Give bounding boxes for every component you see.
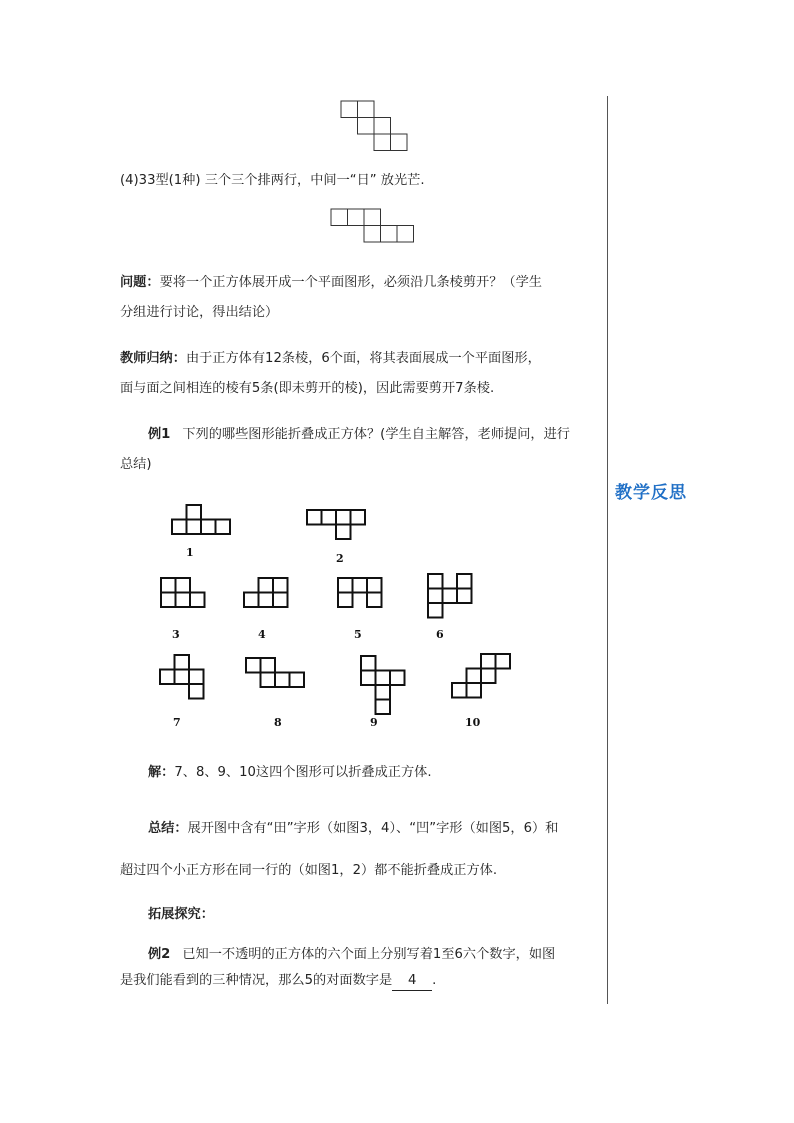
net-square xyxy=(452,683,467,698)
net-square xyxy=(428,574,443,589)
net-square xyxy=(176,593,191,608)
net-square xyxy=(261,658,276,673)
net-square xyxy=(364,209,381,226)
net-square xyxy=(358,101,375,118)
net-square xyxy=(443,589,458,604)
solution-label: 解： xyxy=(148,765,175,780)
net-square xyxy=(338,578,353,593)
net-square xyxy=(361,656,376,671)
net-square xyxy=(341,101,358,118)
net-square xyxy=(351,510,366,525)
figure-label-2: 2 xyxy=(336,552,344,565)
figure-net-3 xyxy=(161,578,207,609)
figure-label-8: 8 xyxy=(274,716,282,729)
example2-label: 例2 xyxy=(148,947,171,962)
net-square xyxy=(364,226,381,243)
figure-label-4: 4 xyxy=(258,628,266,641)
summary-line-1: 总结：展开图中含有“田”字形（如图3，4）、“凹”字形（如图5，6）和 xyxy=(120,814,604,844)
net-square xyxy=(390,671,405,686)
question-label: 问题： xyxy=(120,275,160,290)
net-square xyxy=(201,520,216,535)
net-square xyxy=(161,593,176,608)
figure-label-6: 6 xyxy=(436,628,444,641)
net-square xyxy=(307,510,322,525)
figure-label-5: 5 xyxy=(354,628,362,641)
net-square xyxy=(336,525,351,540)
figure-net-8 xyxy=(246,658,306,689)
net-square xyxy=(376,685,391,700)
net-square xyxy=(273,578,288,593)
column-divider xyxy=(607,96,608,1004)
net-square xyxy=(376,671,391,686)
solution-line: 解：7、8、9、10这四个图形可以折叠成正方体. xyxy=(120,758,604,788)
example2-line-2: 是我们能看到的三种情况，那么5的对面数字是 4 . xyxy=(120,966,604,996)
example1-label: 例1 xyxy=(148,427,171,442)
net-square xyxy=(358,118,375,135)
figure-label-10: 10 xyxy=(465,716,481,729)
figure-net-1 xyxy=(172,505,232,536)
teacher-line-1: 教师归纳：由于正方体有12条棱，6个面，将其表面展成一个平面图形， xyxy=(120,351,541,366)
net-square xyxy=(367,578,382,593)
net-square xyxy=(397,226,414,243)
summary-line-2: 超过四个小正方形在同一行的（如图1，2）都不能折叠成正方体. xyxy=(120,863,498,878)
figure-label-3: 3 xyxy=(172,628,180,641)
net-square xyxy=(290,673,305,688)
net-square xyxy=(457,589,472,604)
net-square xyxy=(187,520,202,535)
question-line-1: 问题：要将一个正方体展开成一个平面图形，必须沿几条棱剪开？（学生 xyxy=(120,275,542,290)
net-square xyxy=(246,658,261,673)
net-square xyxy=(175,655,190,670)
net-square xyxy=(338,593,353,608)
figure-net-4 xyxy=(244,578,290,609)
net-top-b xyxy=(331,209,417,245)
net-square xyxy=(331,209,348,226)
net-square xyxy=(374,134,391,151)
net-square xyxy=(175,670,190,685)
net-square xyxy=(391,134,408,151)
net-square xyxy=(467,683,482,698)
net-square xyxy=(322,510,337,525)
net-square xyxy=(481,654,496,669)
net-square xyxy=(428,603,443,618)
net-square xyxy=(273,593,288,608)
net-square xyxy=(457,574,472,589)
net-square xyxy=(261,673,276,688)
figure-net-6 xyxy=(428,574,474,620)
example1-line-2: 总结) xyxy=(120,457,152,472)
net-square xyxy=(428,589,443,604)
net-top-a xyxy=(341,101,411,153)
net-square xyxy=(367,593,382,608)
figure-label-1: 1 xyxy=(186,546,194,559)
example1-line-1: 例1 下列的哪些图形能折叠成正方体？(学生自主解答，老师提问，进行 xyxy=(120,420,604,450)
net-square xyxy=(275,673,290,688)
net-square xyxy=(467,669,482,684)
net-square xyxy=(259,593,274,608)
figure-net-7 xyxy=(160,655,206,701)
net-square xyxy=(496,654,511,669)
teacher-label: 教师归纳： xyxy=(120,351,186,366)
net-square xyxy=(353,578,368,593)
figure-net-2 xyxy=(307,510,367,541)
net-square xyxy=(216,520,231,535)
summary-label: 总结： xyxy=(148,821,188,836)
net-square xyxy=(348,209,365,226)
net-square xyxy=(259,578,274,593)
teacher-line-2: 面与面之间相连的棱有5条(即未剪开的棱)，因此需要剪开7条棱. xyxy=(120,381,495,396)
net-square xyxy=(361,671,376,686)
net-square xyxy=(160,670,175,685)
sidebar-title: 教学反思 xyxy=(615,483,687,503)
figure-net-10 xyxy=(452,654,512,700)
net-square xyxy=(244,593,259,608)
figure-label-7: 7 xyxy=(173,716,181,729)
net-square xyxy=(187,505,202,520)
figure-net-5 xyxy=(338,578,384,609)
net-square xyxy=(189,670,204,685)
question-line-2: 分组进行讨论，得出结论） xyxy=(120,305,279,320)
answer-blank: 4 xyxy=(392,972,432,991)
net-square xyxy=(374,118,391,135)
figure-label-9: 9 xyxy=(370,716,378,729)
para-33-type: (4)33型(1种) 三个三个排两行，中间一“日” 放光芒. xyxy=(120,173,425,188)
net-square xyxy=(189,684,204,699)
net-square xyxy=(190,593,205,608)
net-square xyxy=(481,669,496,684)
net-square xyxy=(376,700,391,715)
net-square xyxy=(381,226,398,243)
net-square xyxy=(176,578,191,593)
net-square xyxy=(336,510,351,525)
example2-line-1: 例2 已知一不透明的正方体的六个面上分别写着1至6六个数字，如图 xyxy=(120,940,604,970)
net-square xyxy=(161,578,176,593)
figure-net-9 xyxy=(361,656,407,716)
net-square xyxy=(172,520,187,535)
extend-heading: 拓展探究： xyxy=(148,907,214,922)
